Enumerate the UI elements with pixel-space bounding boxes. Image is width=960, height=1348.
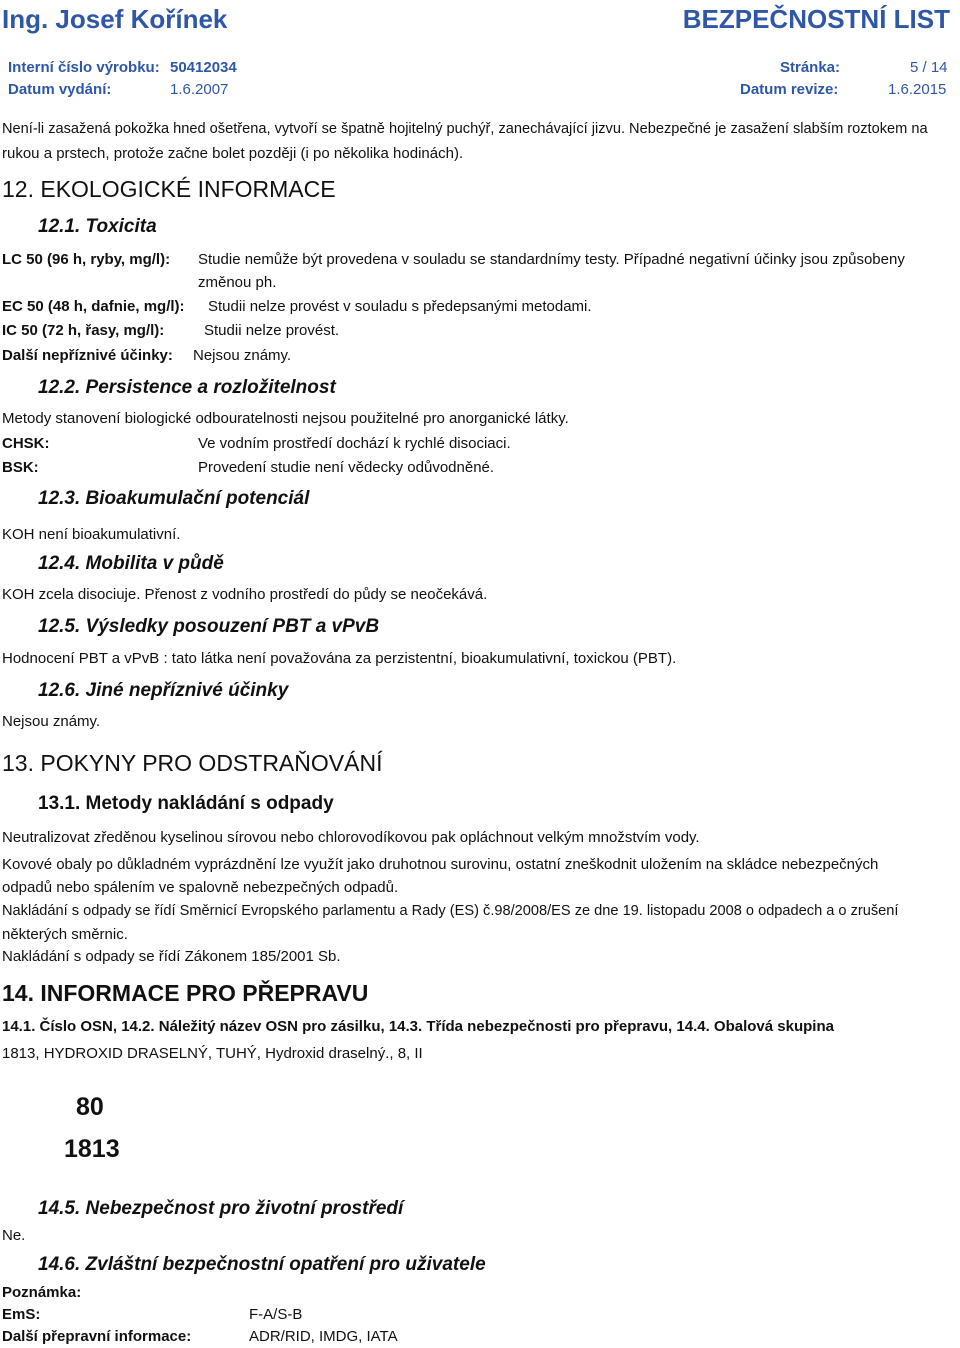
waste-paragraph-2a: Kovové obaly po důkladném vyprázdnění lze využít jako druhotnou surovinu, ostatní zneškodnit uložením na skládce nebezpečných <box>2 856 879 873</box>
transport-values-line: 1813, HYDROXID DRASELNÝ, TUHÝ, Hydroxid draselný., 8, II <box>2 1045 423 1062</box>
revision-date-label: Datum revize: <box>740 81 839 98</box>
toxicity-title: 12.1. Toxicita <box>38 216 157 237</box>
ec50-label: EC 50 (48 h, dafnie, mg/l): <box>2 298 185 315</box>
lc50-text-1: Studie nemůže být provedena v souladu se standardnímy testy. Případné negativní účinky jsou způsobeny <box>198 251 905 268</box>
mobility-text: KOH zcela disociuje. Přenost z vodního prostředí do půdy se neočekává. <box>2 586 488 603</box>
waste-paragraph-3b: některých směrnic. <box>2 926 128 943</box>
issue-date: 1.6.2007 <box>170 81 229 98</box>
issue-date-label: Datum vydání: <box>8 81 112 98</box>
section-14-title: 14. INFORMACE PRO PŘEPRAVU <box>2 980 369 1006</box>
intro-line-1: Není-li zasažená pokožka hned ošetřena, vytvoří se špatně hojitelný puchýř, zanechávající jizvu. Nebezpečné je zasažení slabším roztokem na <box>2 121 928 137</box>
waste-paragraph-3a: Nakládání s odpady se řídí Směrnicí Evropského parlamentu a Rady (ES) č.98/2008/ES ze dne 19. listopadu 2008 o odpadech a o zrušení <box>2 903 899 919</box>
ic50-label: IC 50 (72 h, řasy, mg/l): <box>2 322 165 339</box>
other-effects-text: Nejsou známy. <box>193 347 292 364</box>
bsk-label: BSK: <box>2 459 39 476</box>
persistence-title: 12.2. Persistence a rozložitelnost <box>38 377 336 398</box>
transport-fields-line: 14.1. Číslo OSN, 14.2. Náležitý název OSN pro zásilku, 14.3. Třída nebezpečnosti pro přepravu, 14.4. Obalová skupina <box>2 1018 834 1035</box>
waste-paragraph-2b: odpadů nebo spálením ve spalovně nebezpečných odpadů. <box>2 879 399 896</box>
waste-paragraph-1: Neutralizovat zředěnou kyselinou sírovou nebo chlorovodíkovou pak opláchnout velkým množstvím vody. <box>2 829 700 846</box>
section-13-title: 13. POKYNY PRO ODSTRAŇOVÁNÍ <box>2 750 383 776</box>
section-12-title: 12. EKOLOGICKÉ INFORMACE <box>2 176 336 202</box>
lc50-label: LC 50 (96 h, ryby, mg/l): <box>2 251 171 268</box>
persistence-text: Metody stanovení biologické odbouratelnosti nejsou použitelné pro anorganické látky. <box>2 410 569 427</box>
lc50-text-2: změnou ph. <box>198 274 277 291</box>
page-number: 5 / 14 <box>910 59 948 76</box>
chsk-label: CHSK: <box>2 435 50 452</box>
other-adverse-title: 12.6. Jiné nepříznivé účinky <box>38 680 289 701</box>
chsk-text: Ve vodním prostředí dochází k rychlé disociaci. <box>198 435 511 452</box>
pbt-text: Hodnocení PBT a vPvB : tato látka není považována za perzistentní, bioakumulativní, toxickou (PBT). <box>2 650 677 667</box>
page-label: Stránka: <box>780 59 841 76</box>
document-title: BEZPEČNOSTNÍ LIST <box>682 4 950 34</box>
environment-hazard-title: 14.5. Nebezpečnost pro životní prostředí <box>38 1198 404 1219</box>
waste-paragraph-4: Nakládání s odpady se řídí Zákonem 185/2001 Sb. <box>2 948 341 965</box>
other-effects-label: Další nepříznivé účinky: <box>2 347 173 364</box>
bioaccumulation-title: 12.3. Bioakumulační potenciál <box>38 488 310 509</box>
mobility-title: 12.4. Mobilita v půdě <box>38 553 224 574</box>
ec50-text: Studii nelze provést v souladu s předepsanými metodami. <box>208 298 592 315</box>
company-name: Ing. Josef Kořínek <box>2 4 228 34</box>
pbt-title: 12.5. Výsledky posouzení PBT a vPvB <box>38 616 380 637</box>
other-transport-label: Další přepravní informace: <box>2 1328 192 1345</box>
un-number: 1813 <box>64 1135 120 1163</box>
environment-hazard-text: Ne. <box>2 1227 26 1244</box>
user-precautions-title: 14.6. Zvláštní bezpečnostní opatření pro uživatele <box>38 1254 486 1275</box>
other-adverse-text: Nejsou známy. <box>2 713 101 730</box>
product-number-label: Interní číslo výrobku: <box>8 59 160 76</box>
intro-line-2: rukou a prstech, protože začne bolet později (i po několika hodinách). <box>2 145 464 162</box>
other-transport-value: ADR/RID, IMDG, IATA <box>249 1328 398 1345</box>
revision-date: 1.6.2015 <box>888 81 947 98</box>
hazard-number: 80 <box>76 1093 104 1121</box>
waste-methods-title: 13.1. Metody nakládání s odpady <box>38 793 334 814</box>
ems-label: EmS: <box>2 1306 41 1323</box>
product-number: 50412034 <box>170 59 237 76</box>
bioaccumulation-text: KOH není bioakumulativní. <box>2 526 181 543</box>
ic50-text: Studii nelze provést. <box>204 322 340 339</box>
ems-value: F-A/S-B <box>249 1306 303 1323</box>
note-label: Poznámka: <box>2 1284 82 1301</box>
bsk-text: Provedení studie není vědecky odůvodněné. <box>198 459 495 476</box>
